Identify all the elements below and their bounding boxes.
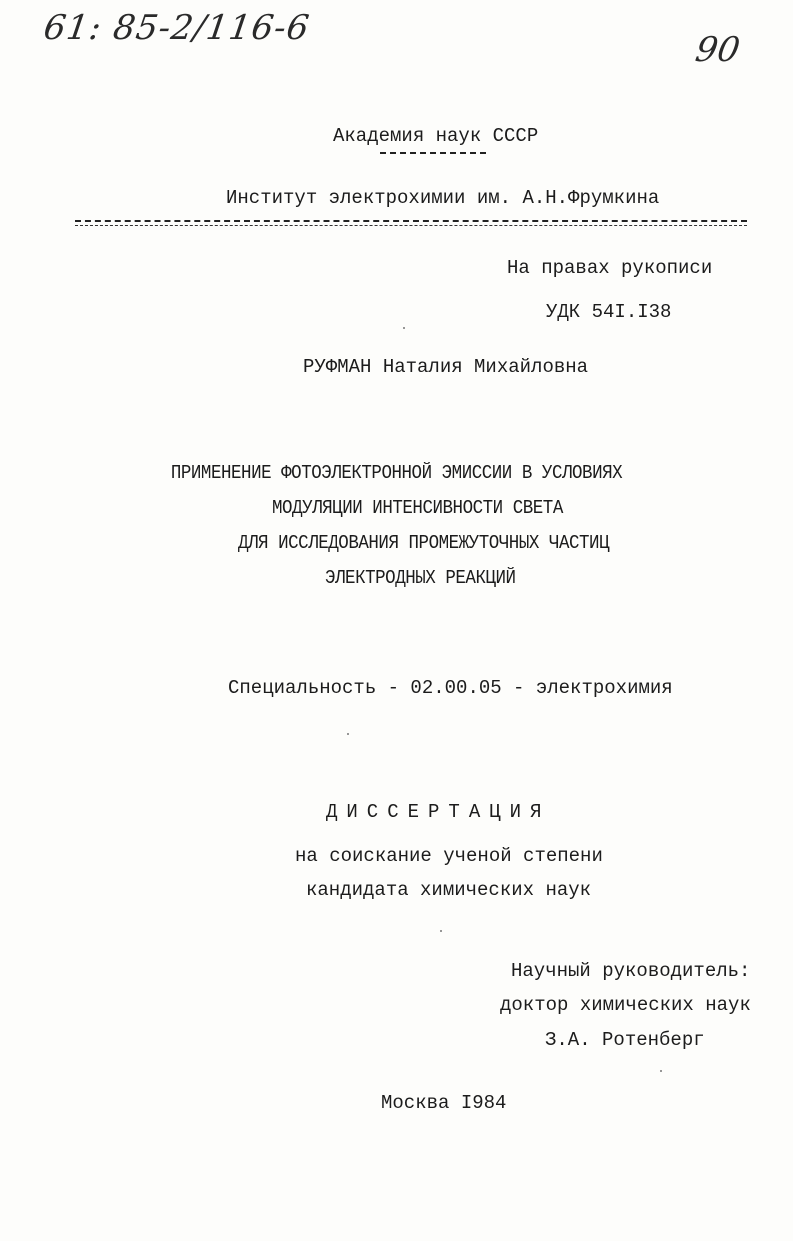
academy-name: Академия наук СССР: [333, 125, 539, 147]
long-divider: [75, 220, 747, 226]
page-number-handwritten: 90: [692, 30, 743, 70]
degree-name-line: кандидата химических наук: [306, 879, 592, 901]
author-name: РУФМАН Наталия Михайловна: [303, 356, 589, 378]
scan-speck: [440, 930, 442, 932]
title-line-2: МОДУЛЯЦИИ ИНТЕНСИВНОСТИ СВЕТА: [272, 497, 563, 519]
manuscript-rights-note: На правах рукописи: [507, 257, 713, 279]
archive-code-handwritten: 61: 85-2/116-6: [41, 8, 313, 48]
dissertation-heading: ДИССЕРТАЦИЯ: [326, 801, 551, 823]
supervisor-name: З.А. Ротенберг: [545, 1029, 705, 1051]
supervisor-label: Научный руководитель:: [511, 960, 751, 982]
short-divider: [380, 152, 486, 154]
title-line-1: ПРИМЕНЕНИЕ ФОТОЭЛЕКТРОННОЙ ЭМИССИИ В УСЛОВИЯХ: [170, 462, 623, 484]
title-line-4: ЭЛЕКТРОДНЫХ РЕАКЦИЙ: [325, 567, 516, 589]
scan-speck: [660, 1070, 662, 1072]
supervisor-degree: доктор химических наук: [500, 994, 751, 1016]
udc-code: УДК 54I.I38: [546, 301, 672, 323]
institute-name: Институт электрохимии им. А.Н.Фрумкина: [226, 187, 660, 209]
place-and-year: Москва I984: [381, 1092, 507, 1114]
degree-purpose-line: на соискание ученой степени: [295, 845, 603, 867]
scan-speck: [347, 733, 349, 735]
specialty-line: Специальность - 02.00.05 - электрохимия: [228, 677, 673, 699]
scan-speck: [403, 327, 405, 329]
title-line-3: ДЛЯ ИССЛЕДОВАНИЯ ПРОМЕЖУТОЧНЫХ ЧАСТИЦ: [238, 532, 610, 554]
